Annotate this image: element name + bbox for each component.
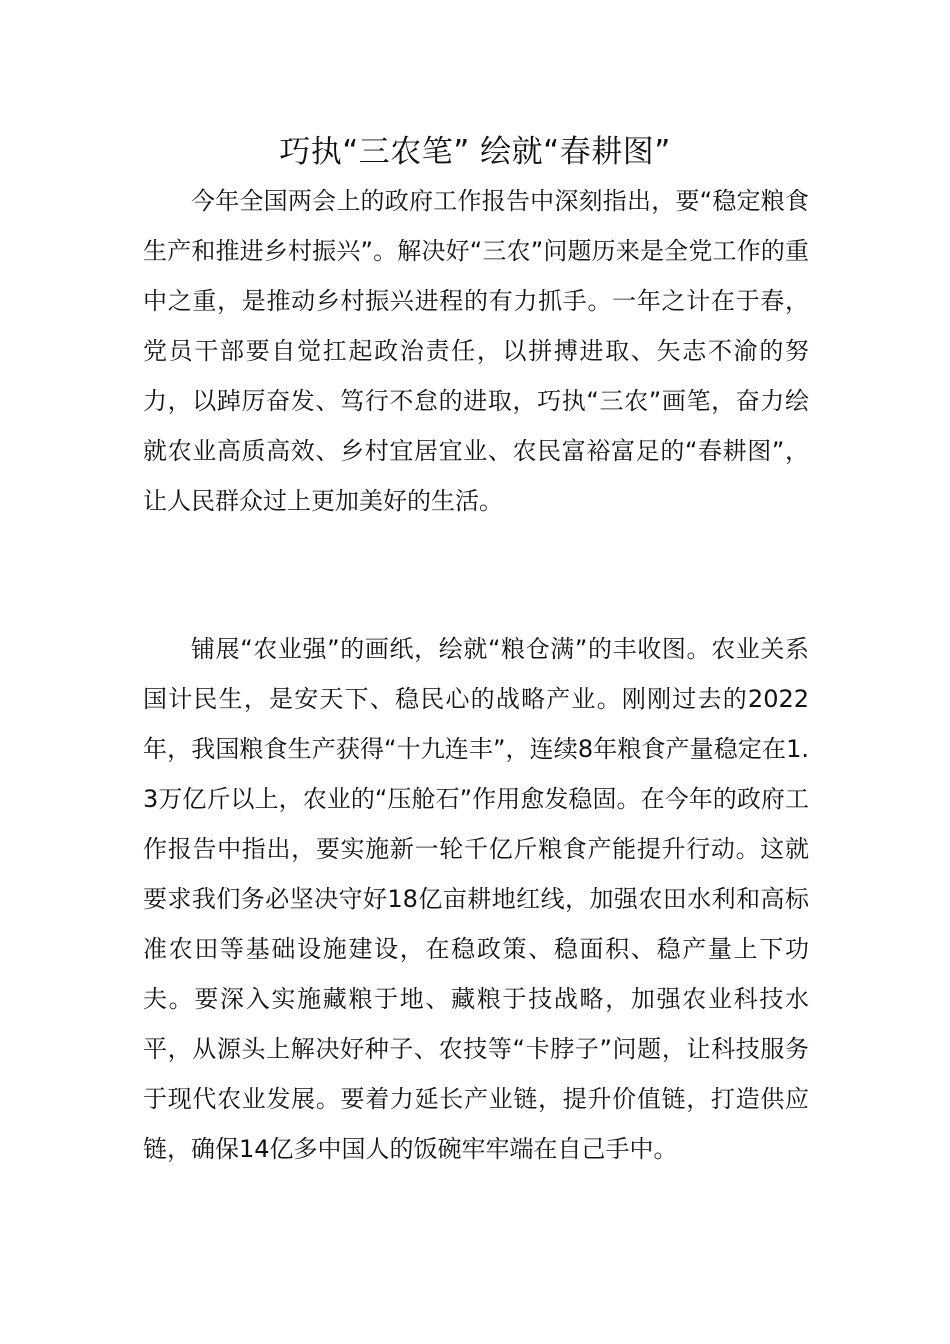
paragraph-intro: 今年全国两会上的政府工作报告中深刻指出，要“稳定粮食生产和推进乡村振兴”。解决好“三农”问题历来是全党工作的重中之重，是推动乡村振兴进程的有力抓手。一年之计在于春，党员干部要自觉扛起政治责任，以拼搏进取、矢志不渝的努力，以踔厉奋发、笃行不怠的进取，巧执“三农”画笔，奋力绘就农业高质高效、乡村宜居宜业、农民富裕富足的“春耕图”，让人民群众过上更加美好的生活。 bbox=[143, 187, 809, 515]
paragraph-agriculture: 铺展“农业强”的画纸，绘就“粮仓满”的丰收图。农业关系国计民生，是安天下、稳民心的战略产业。刚刚过去的2022年，我国粮食生产获得“十九连丰”，连续8年粮食产量稳定在1.3万亿斤以上，农业的“压舱石”作用愈发稳固。在今年的政府工作报告中指出，要实施新一轮千亿斤粮食产能提升行动。这就要求我们务必坚决守好18亿亩耕地红线，加强农田水利和高标准农田等基础设施建设，在稳政策、稳面积、稳产量上下功夫。要深入实施藏粮于地、藏粮于技战略，加强农业科技水平，从源头上解决好种子、农技等“卡脖子”问题，让科技服务于现代农业发展。要着力延长产业链，提升价值链，打造供应链，确保14亿多中国人的饭碗牢牢端在自己手中。 bbox=[143, 635, 809, 1163]
document-title: 巧执“三农笔” 绘就“春耕图” bbox=[279, 134, 671, 170]
